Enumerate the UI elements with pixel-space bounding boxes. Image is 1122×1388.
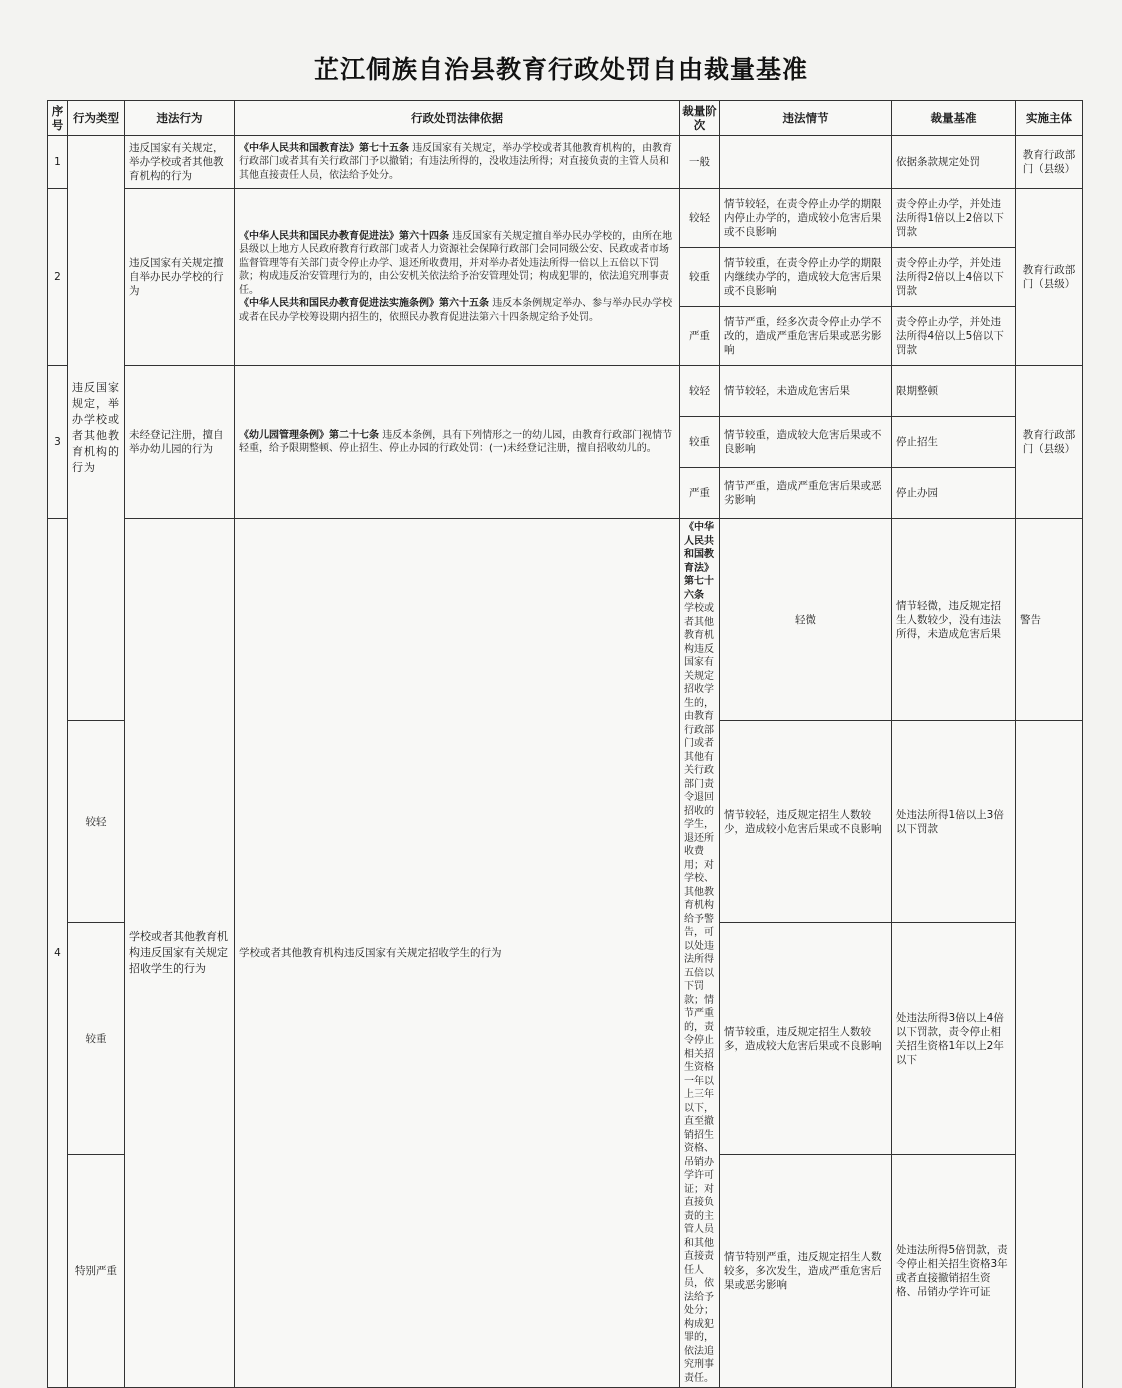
subject-cell: 教育行政部门（县级） [1016, 189, 1083, 366]
row-no: 3 [48, 366, 68, 519]
circumstance-cell: 情节较轻，未造成危害后果 [720, 366, 892, 417]
table-row [48, 136, 1083, 189]
law-title: 《中华人民共和国教育法》第七十六条 [684, 522, 714, 601]
circumstance-cell: 情节较重，造成较大危害后果或不良影响 [720, 417, 892, 468]
law-text: 违反本条例，具有下列情形之一的幼儿园，由教育行政部门视情节轻重，给予限期整顿、停止招生、停止办园的行政处罚：(一)未经登记注册，擅自招收幼儿的。 [239, 429, 673, 454]
header-circumstance: 违法情节 [720, 101, 892, 136]
standard-cell: 限期整顿 [892, 366, 1016, 417]
law-basis-cell [235, 366, 680, 519]
standard-cell: 依据条款规定处罚 [892, 136, 1016, 189]
header-type: 行为类型 [68, 101, 125, 136]
header-level: 裁量阶次 [680, 101, 720, 136]
circumstance-cell: 情节较轻，违反规定招生人数较少，造成较小危害后果或不良影响 [720, 721, 892, 923]
level-cell: 较重 [680, 248, 720, 307]
header-law: 行政处罚法律依据 [235, 101, 680, 136]
standard-cell: 警告 [1016, 519, 1083, 721]
law-text: 学校或者其他教育机构违反国家有关规定招收学生的，由教育行政部门或者其他有关行政部门责令退回招收的学生，退还所收费用；对学校、其他教育机构给予警告，可以处违法所得五倍以下罚款；情节严重的，责令停止相关招生资格一年以上三年以下，直至撤销招生资格、吊销办学许可证；对直接负责的主管人员和其他直接责任人员，依法给予处分；构成犯罪的，依法追究刑事责任。 [684, 603, 714, 1384]
law-title-2: 《中华人民共和国民办教育促进法实施条例》第六十五条 [239, 298, 489, 310]
level-cell: 较重 [68, 923, 125, 1155]
header-violation: 违法行为 [125, 101, 235, 136]
law-basis-cell [235, 189, 680, 366]
row-no: 1 [48, 136, 68, 189]
level-cell: 严重 [680, 307, 720, 366]
table-row [48, 519, 1083, 721]
law-text: 违反国家有关规定，举办学校或者其他教育机构的，由教育行政部门或者其有关行政部门予以撤销；有违法所得的，没收违法所得；对直接负责的主管人员和其他直接责任人员，依法给予处分。 [239, 142, 673, 181]
law-title: 《中华人民共和国教育法》第七十五条 [239, 142, 409, 154]
circumstance-cell: 情节较轻，在责令停止办学的期限内停止办学的，造成较小危害后果或不良影响 [720, 189, 892, 248]
subject-cell: 教育行政部门（县级） [1016, 366, 1083, 519]
standard-cell: 停止办园 [892, 468, 1016, 519]
law-basis-cell [680, 519, 720, 1388]
standard-cell: 责令停止办学，并处违法所得4倍以上5倍以下罚款 [892, 307, 1016, 366]
penalty-table [47, 100, 1083, 1388]
header-standard: 裁量基准 [892, 101, 1016, 136]
level-cell: 特别严重 [68, 1155, 125, 1388]
circumstance-cell: 情节轻微，违反规定招生人数较少，没有违法所得，未造成危害后果 [892, 519, 1016, 721]
violation-cell: 学校或者其他教育机构违反国家有关规定招收学生的行为 [235, 519, 680, 1388]
level-cell: 较轻 [68, 721, 125, 923]
law-title: 《幼儿园管理条例》第二十七条 [239, 429, 379, 441]
standard-cell: 处违法所得1倍以上3倍以下罚款 [892, 721, 1016, 923]
circumstance-cell: 情节严重，经多次责令停止办学不改的，造成严重危害后果或恶劣影响 [720, 307, 892, 366]
level-cell: 轻微 [720, 519, 892, 721]
level-cell: 较重 [680, 417, 720, 468]
table-row [48, 189, 1083, 248]
level-cell: 较轻 [680, 189, 720, 248]
standard-cell: 停止招生 [892, 417, 1016, 468]
circumstance-cell: 情节特别严重，违反规定招生人数较多，多次发生，造成严重危害后果或恶劣影响 [720, 1155, 892, 1388]
violation-cell: 违反国家有关规定，举办学校或者其他教育机构的行为 [125, 136, 235, 189]
subject-cell: 教育行政部门（县级） [1016, 136, 1083, 189]
level-cell: 较轻 [680, 366, 720, 417]
law-text: 违反国家有关规定擅自举办民办学校的，由所在地县级以上地方人民政府教育行政部门或者人力资源社会保障行政部门会同同级公安、民政或者市场监督管理等有关部门责令停止办学、退还所收费用，并对举办者处违法所得一倍以上五倍以下罚款；构成违反治安管理行为的，由公安机关依法给予治安管理处罚；构成犯罪的，依法追究刑事责任。 [239, 230, 673, 296]
behavior-type-cell: 违反国家规定，举办学校或者其他教育机构的行为 [68, 136, 125, 721]
header-no: 序号 [48, 101, 68, 136]
standard-cell: 责令停止办学，并处违法所得2倍以上4倍以下罚款 [892, 248, 1016, 307]
header-row [48, 101, 1083, 136]
behavior-type-cell: 学校或者其他教育机构违反国家有关规定招收学生的行为 [125, 519, 235, 1388]
standard-cell: 处违法所得5倍罚款，责令停止相关招生资格3年或者直接撤销招生资格、吊销办学许可证 [892, 1155, 1016, 1388]
row-no: 4 [48, 519, 68, 1388]
row-no: 2 [48, 189, 68, 366]
violation-cell: 违反国家有关规定擅自举办民办学校的行为 [125, 189, 235, 366]
standard-cell: 责令停止办学，并处违法所得1倍以上2倍以下罚款 [892, 189, 1016, 248]
circumstance-cell: 情节较重，在责令停止办学的期限内继续办学的，造成较大危害后果或不良影响 [720, 248, 892, 307]
violation-cell: 未经登记注册，擅自举办幼儿园的行为 [125, 366, 235, 519]
level-cell: 严重 [680, 468, 720, 519]
circumstance-cell [720, 136, 892, 189]
table-row [48, 366, 1083, 417]
circumstance-cell: 情节严重，造成严重危害后果或恶劣影响 [720, 468, 892, 519]
page-title: 芷江侗族自治县教育行政处罚自由裁量基准 [313, 55, 808, 84]
law-text-2: 违反本条例规定举办、参与举办民办学校或者在民办学校筹设期内招生的，依照民办教育促进法第六十四条规定给予处罚。 [239, 298, 673, 323]
standard-cell: 处违法所得3倍以上4倍以下罚款，责令停止相关招生资格1年以上2年以下 [892, 923, 1016, 1155]
header-subject: 实施主体 [1016, 101, 1083, 136]
law-title: 《中华人民共和国民办教育促进法》第六十四条 [239, 230, 449, 242]
level-cell: 一般 [680, 136, 720, 189]
law-basis-cell [235, 136, 680, 189]
circumstance-cell: 情节较重，违反规定招生人数较多，造成较大危害后果或不良影响 [720, 923, 892, 1155]
